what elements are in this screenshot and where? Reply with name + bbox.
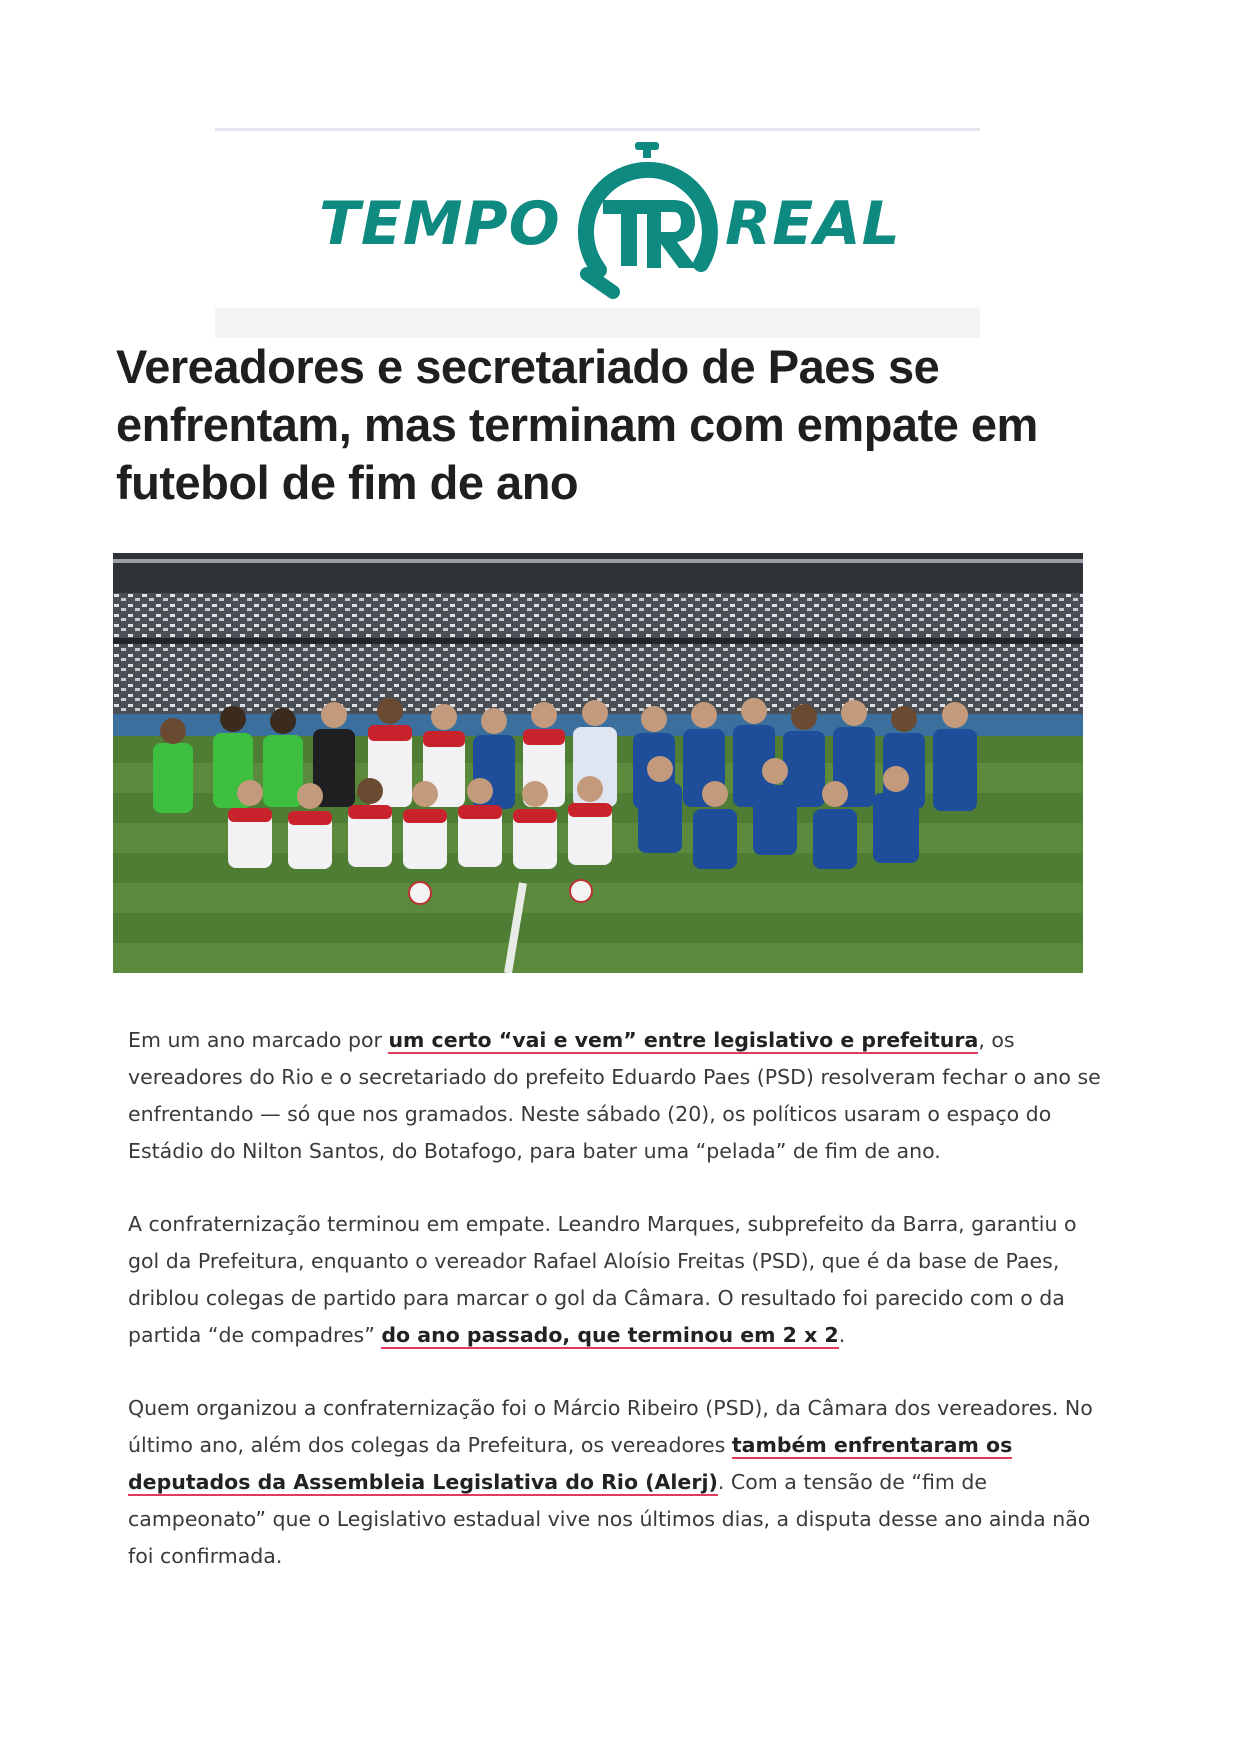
- paragraph-text: Quem organizou a confraternização foi o Márcio Ribeiro (PSD), da Câmara dos vereadores. No último ano, além dos colegas da Prefeitura, os vereadores: [128, 1396, 1093, 1457]
- paragraph-text: , os vereadores do Rio e o secretariado do prefeito Eduardo Paes (PSD) resolveram fechar o ano se enfrentando — só que nos gramados. Neste sábado (20), os políticos usaram o espaço do Estádio do Nilton Santos, do Botafogo, para bater uma “pelada” de fim de ano.: [128, 1028, 1101, 1163]
- article-headline: Vereadores e secretariado de Paes se enfrentam, mas terminam com empate em futebol de fim de ano: [116, 340, 1038, 509]
- article-paragraph: [128, 1206, 1113, 1354]
- article-body: [128, 1022, 1113, 1611]
- logo-word-left: TEMPO: [319, 189, 561, 259]
- article-paragraph: [128, 1022, 1113, 1170]
- paragraph-text: . Com a tensão de “fim de campeonato” que o Legislativo estadual vive nos últimos dias, a disputa desse ano ainda não foi confirmada.: [128, 1470, 1091, 1568]
- masthead-band: [215, 308, 980, 338]
- team-photo: [113, 553, 1083, 973]
- article-paragraph: [128, 1390, 1113, 1575]
- paragraph-text: Em um ano marcado por: [128, 1028, 389, 1052]
- article-link-ano-passado[interactable]: do ano passado, que terminou em 2 x 2: [381, 1323, 839, 1347]
- paragraph-text: .: [838, 1323, 846, 1347]
- article-link-alerj[interactable]: também enfrentaram os deputados da Assembleia Legislativa do Rio (Alerj): [128, 1433, 1013, 1494]
- tempo-real-logo-icon: [569, 142, 725, 302]
- paragraph-text: A confraternização terminou em empate. Leandro Marques, subprefeito da Barra, garantiu o gol da Prefeitura, enquanto o vereador Rafael Aloísio Freitas (PSD), que é da base de Paes, driblou colegas de partido para marcar o gol da Câmara. O resultado foi parecido com o da partida “de compadres”: [128, 1212, 1077, 1347]
- masthead: [215, 128, 980, 338]
- masthead-divider: [215, 128, 980, 131]
- logo-word-right: REAL: [725, 189, 901, 259]
- stadium-team-photo-image: [113, 553, 1083, 973]
- article-link-vai-e-vem[interactable]: um certo “vai e vem” entre legislativo e prefeitura: [388, 1028, 979, 1052]
